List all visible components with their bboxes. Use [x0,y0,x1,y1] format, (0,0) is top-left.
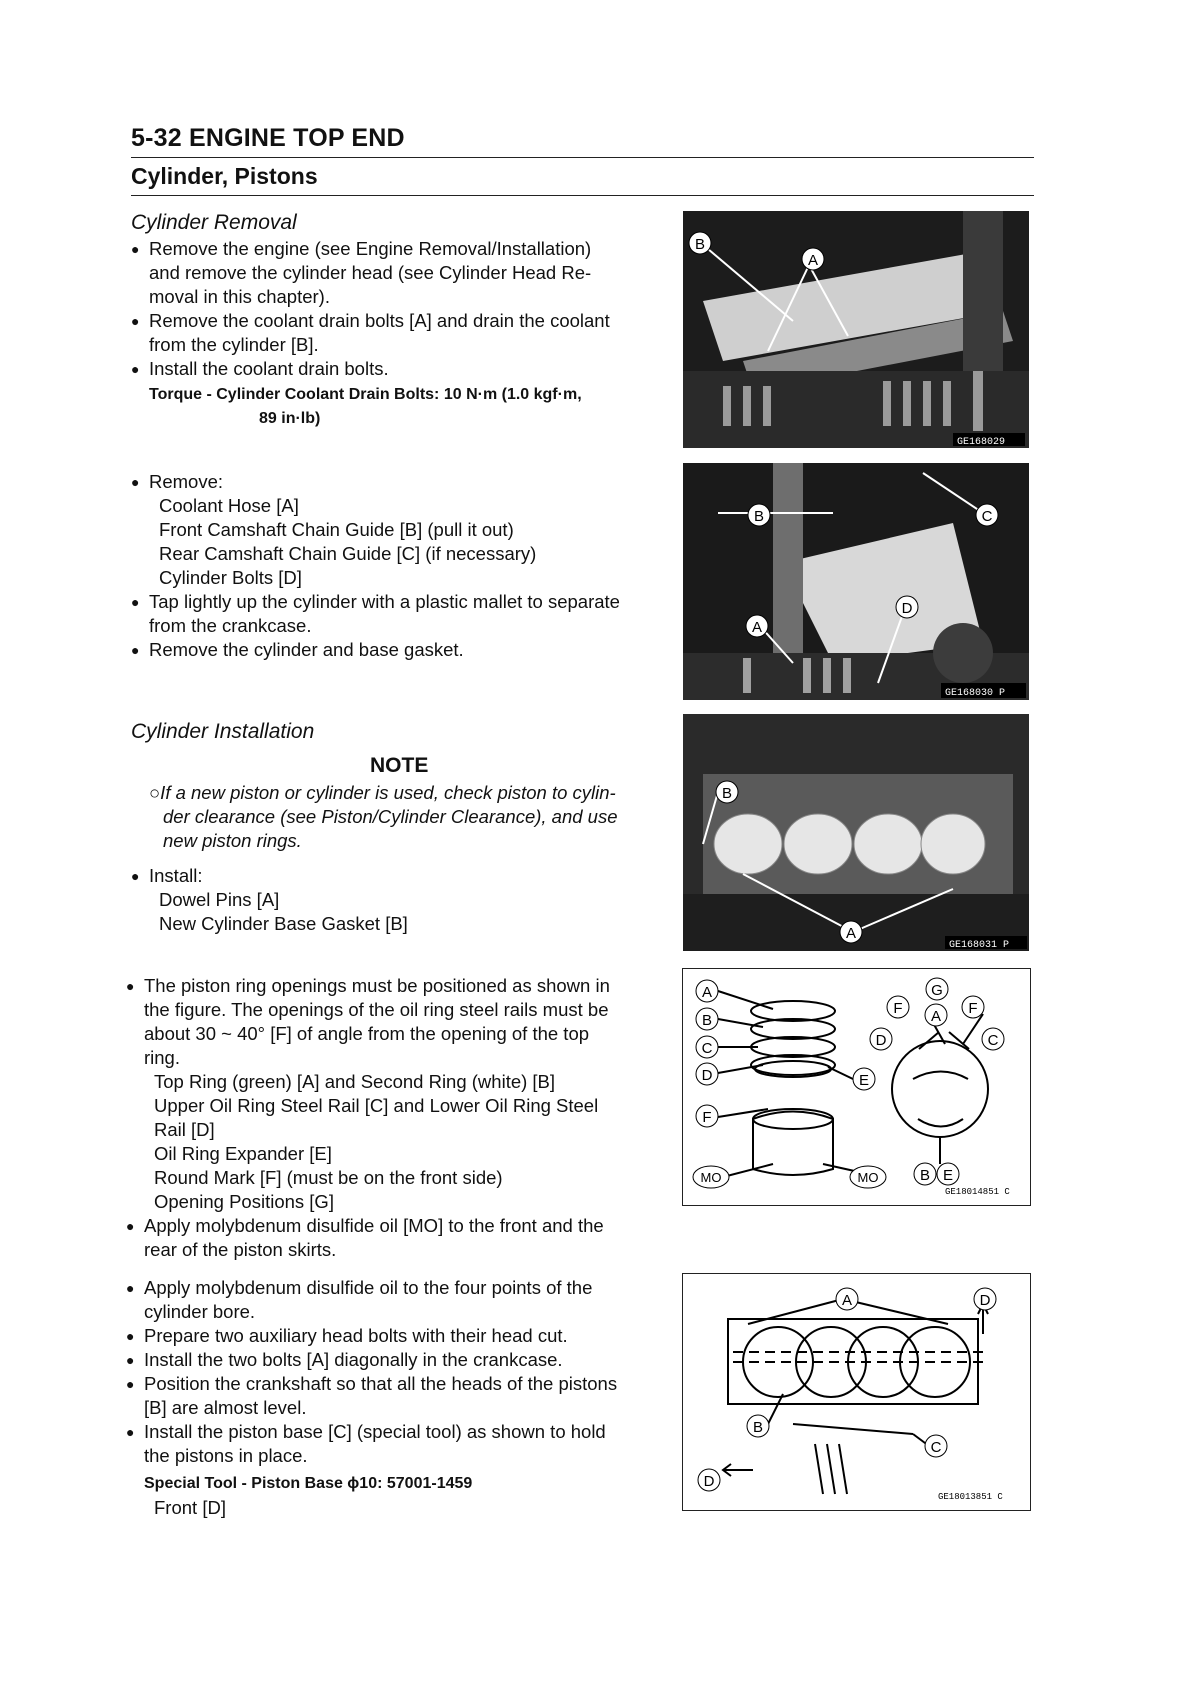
svg-text:A: A [751,619,763,636]
svg-text:C: C [987,1032,999,1049]
ring-item: Round Mark [F] (must be on the front side) [154,1167,503,1188]
page-title: 5-32 ENGINE TOP END [131,124,405,152]
svg-text:E: E [942,1167,954,1184]
step-remove-engine: ● Remove the engine (see Engine Removal/Installation) and remove the cylinder head (see Cylinder Head Re- moval in this chapter). [131,237,671,309]
remove-item: Cylinder Bolts [D] [159,567,302,588]
subtitle-rule [131,195,1034,196]
svg-text:D: D [701,1067,713,1084]
svg-text:C: C [981,508,993,525]
step-install: ● Install: [131,864,671,888]
diagram1-code: GE18014851 C [945,1187,1010,1197]
note-body: ○If a new piston or cylinder is used, check piston to cylin- der clearance (see Piston/Cylinder Clearance), and use new piston rings. [149,782,618,851]
step-remove: ● Remove: [131,470,671,494]
svg-text:B: B [721,785,733,802]
svg-text:A: A [807,252,819,269]
photo-cylinder-removal [683,463,1029,700]
step-install-piston-base: ● Install the piston base [C] (special tool) as shown to hold the pistons in place. [126,1420,671,1468]
svg-text:F: F [968,1000,978,1017]
svg-text:MO: MO [857,1170,879,1185]
diagram2-code: GE18013851 C [938,1492,1003,1502]
step-install-drain-bolts: ● Install the coolant drain bolts. [131,357,671,381]
diagram1-label-c [696,1036,718,1058]
photo1-label-a [802,248,824,270]
photo2-code: GE168030 P [945,688,1006,699]
cylinder-removal-steps-2 [131,470,671,662]
svg-text:A: A [845,925,857,942]
diagram1-label-c-top [982,1028,1004,1050]
ring-item: Opening Positions [G] [154,1191,334,1212]
photo2-label-a [746,615,768,637]
diagram1-label-b [696,1008,718,1030]
diagram1-label-d [696,1063,718,1085]
photo2-label-c [976,504,998,526]
torque-spec: Torque - Cylinder Coolant Drain Bolts: 10 N·m (1.0 kgf·m, 89 in·lb) [149,386,582,427]
step-position-crankshaft: ● Position the crankshaft so that all the heads of the pistons [B] are almost level. [126,1372,671,1420]
cylinder-removal-steps [131,237,671,431]
diagram1-label-mo-right [850,1166,886,1188]
cylinder-installation-heading: Cylinder Installation [131,720,315,743]
svg-text:B: B [752,1419,764,1436]
step-apply-moly-oil: ● Apply molybdenum disulfide oil [MO] to the front and the rear of the piston skirts. [126,1214,671,1262]
photo-cylinder-installation [683,714,1029,951]
photo1-code: GE168029 [957,437,1006,448]
svg-text:B: B [694,236,706,253]
ring-item: Rail [D] [154,1119,215,1140]
install-item: Dowel Pins [A] [159,889,280,910]
install-item: New Cylinder Base Gasket [B] [159,913,408,934]
note-title: NOTE [370,754,429,777]
step-ring-openings: ● The piston ring openings must be positioned as shown in the figure. The openings of the oil ring steel rails must be about 30 ~ 40° [F] of angle from the opening of the top ring. [126,974,671,1070]
svg-text:F: F [702,1109,712,1126]
ring-item: Upper Oil Ring Steel Rail [C] and Lower Oil Ring Steel [154,1095,599,1116]
photo2-label-d [896,596,918,618]
remove-item: Rear Camshaft Chain Guide [C] (if necessary) [159,543,537,564]
svg-text:D: D [875,1032,887,1049]
svg-text:D: D [703,1473,715,1490]
svg-text:B: B [919,1167,931,1184]
section-title: Cylinder, Pistons [131,163,318,189]
ring-item: Oil Ring Expander [E] [154,1143,332,1164]
step-remove-gasket: ● Remove the cylinder and base gasket. [131,638,671,662]
diagram1-label-e-bottom [937,1163,959,1185]
diagram2-label-b [747,1415,769,1437]
diagram1-label-e [853,1068,875,1090]
remove-item: Coolant Hose [A] [159,495,299,516]
ring-item: Top Ring (green) [A] and Second Ring (white) [B] [154,1071,556,1092]
svg-text:G: G [931,982,943,999]
diagram1-label-mo-left [693,1166,729,1188]
diagram2-label-d-top [974,1288,996,1310]
svg-text:C: C [701,1040,713,1057]
step-install-bolts: ● Install the two bolts [A] diagonally in the crankcase. [126,1348,671,1372]
piston-ring-steps [126,974,671,1262]
front-label: Front [D] [154,1497,226,1518]
piston-base-steps [126,1276,671,1520]
diagram1-label-g [926,978,948,1000]
photo2-label-b [748,504,770,526]
diagram2-label-c [925,1435,947,1457]
svg-text:E: E [858,1072,870,1089]
svg-text:F: F [893,1000,903,1017]
diagram1-label-f-left [887,996,909,1018]
svg-text:A: A [930,1008,942,1025]
photo-coolant-drain-bolts [683,211,1029,448]
photo3-code: GE168031 P [949,940,1010,951]
remove-item: Front Camshaft Chain Guide [B] (pull it out) [159,519,514,540]
diagram2-label-d [698,1469,720,1491]
cylinder-removal-heading: Cylinder Removal [131,211,297,234]
svg-text:D: D [979,1292,991,1309]
step-remove-drain-bolts: ● Remove the coolant drain bolts [A] and drain the coolant from the cylinder [B]. [131,309,671,357]
photo1-label-b [689,232,711,254]
header-rule [131,157,1034,158]
step-prepare-bolts: ● Prepare two auxiliary head bolts with their head cut. [126,1324,671,1348]
svg-text:B: B [701,1012,713,1029]
diagram-piston-ring-openings [682,968,1031,1206]
diagram1-label-a-top [925,1004,947,1026]
photo3-label-a [840,921,862,943]
svg-text:A: A [841,1292,853,1309]
install-steps [131,864,671,936]
svg-text:D: D [901,600,913,617]
diagram1-label-d-top [870,1028,892,1050]
diagram1-label-a [696,980,718,1002]
svg-text:B: B [753,508,765,525]
step-tap-cylinder: ● Tap lightly up the cylinder with a plastic mallet to separate from the crankcase. [131,590,671,638]
diagram1-label-f [696,1105,718,1127]
diagram1-label-f-right [962,996,984,1018]
step-apply-oil-bore: ● Apply molybdenum disulfide oil to the four points of the cylinder bore. [126,1276,671,1324]
photo3-label-b [716,781,738,803]
svg-text:C: C [930,1439,942,1456]
diagram-piston-base [682,1273,1031,1511]
diagram1-label-b-bottom [914,1163,936,1185]
diagram2-label-a [836,1288,858,1310]
svg-text:MO: MO [700,1170,722,1185]
svg-text:A: A [701,984,713,1001]
special-tool: Special Tool - Piston Base ϕ10: 57001-1459 [144,1475,473,1492]
